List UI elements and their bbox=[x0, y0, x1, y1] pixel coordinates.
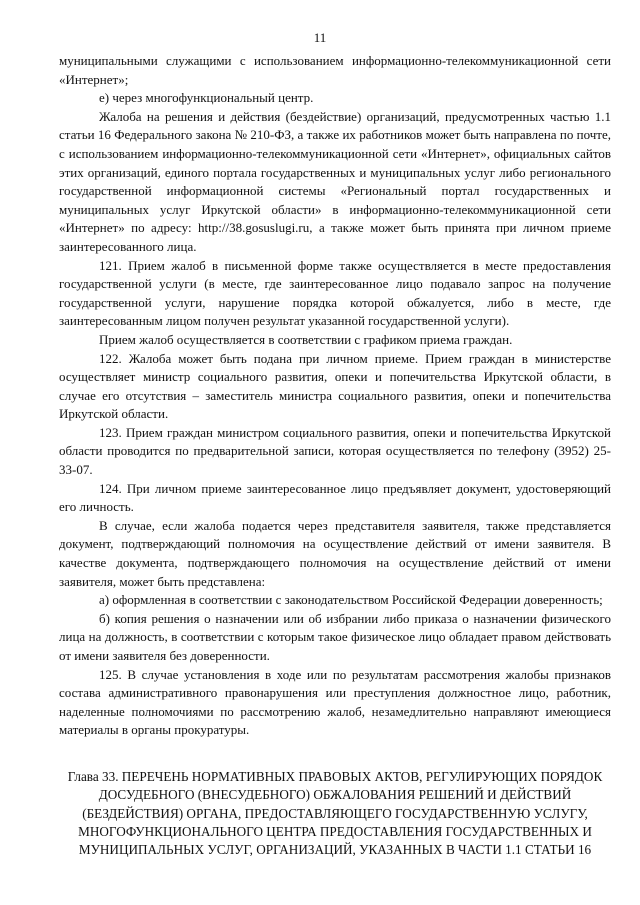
paragraph-reception-schedule: Прием жалоб осуществляется в соответствии с графиком приема граждан. bbox=[99, 331, 513, 347]
paragraph-121: 121. Прием жалоб в письменной форме также осуществляется в месте предоставления государственной услуги (в месте, где заинтересованное лицо подавало запрос на получение государственной услуги, нарушение порядка которой обжалуется, либо в месте, где заинтересованным лицом получен результат указанной государственной услуги). bbox=[59, 257, 611, 329]
paragraph-representative: В случае, если жалоба подается через представителя заявителя, также представляется документ, подтверждающий полномочия на осуществление действий от имени заявителя. В качестве документа, подтверждающего полномочия на осуществление действий от имени заявителя, может быть представлена: bbox=[59, 517, 611, 589]
chapter-heading: Глава 33. ПЕРЕЧЕНЬ НОРМАТИВНЫХ ПРАВОВЫХ АКТОВ, РЕГУЛИРУЮЩИХ ПОРЯДОК ДОСУДЕБНОГО (ВНЕСУДЕБНОГО) ОБЖАЛОВАНИЯ РЕШЕНИЙ И ДЕЙСТВИЙ (БЕЗДЕЙСТВИЯ) ОРГАНА, ПРЕДОСТАВЛЯЮЩЕГО ГОСУДАРСТВЕННУЮ УСЛУГУ, МНОГОФУНКЦИОНАЛЬНОГО ЦЕНТРА ПРЕДОСТАВЛЕНИЯ ГОСУДАРСТВЕННЫХ И МУНИЦИПАЛЬНЫХ УСЛУГ, ОРГАНИЗАЦИЙ, УКАЗАННЫХ В ЧАСТИ 1.1 СТАТЬИ 16 bbox=[67, 769, 603, 858]
paragraph-item-a: а) оформленная в соответствии с законодательством Российской Федерации доверенность; bbox=[99, 592, 603, 608]
paragraph-122: 122. Жалоба может быть подана при личном приеме. Прием граждан в министерстве осуществляет министр социального развития, опеки и попечительства Иркутской области, в случае его отсутствия – заместитель министра социального развития, опеки и попечительства Иркутской области. bbox=[59, 350, 611, 422]
paragraph-123: 123. Прием граждан министром социального развития, опеки и попечительства Иркутской области проводится по предварительной записи, которая осуществляется по телефону (3952) 25-33-07. bbox=[59, 424, 611, 478]
paragraph-item-e: е) через многофункциональный центр. bbox=[99, 90, 314, 106]
paragraph-item-b: б) копия решения о назначении или об избрании либо приказа о назначении физического лица на должность, в соответствии с которым такое физическое лицо обладает правом действовать от имени заявителя без доверенности. bbox=[59, 610, 611, 663]
paragraph-organizations-complaint: Жалоба на решения и действия (бездействие) организаций, предусмотренных частью 1.1 статьи 16 Федерального закона № 210-ФЗ, а также их работников может быть направлена по почте, с использованием информационно-телекоммуникационной сети «Интернет», официальных сайтов этих организаций, единого портала государственных и муниципальных услуг либо регионального государственной информационной системы «Региональный портал государственных и муниципальных услуг Иркутской области» в информационно-телекоммуникационной сети «Интернет» по адресу: http://38.gosuslugi.ru, а также может быть принята при личном приеме заинтересованного лица. bbox=[59, 108, 611, 254]
paragraph-continuation: муниципальными служащими с использованием информационно-телекоммуникационной сети «Интернет»; bbox=[59, 53, 611, 87]
page-number: 11 bbox=[313, 30, 327, 45]
paragraph-125: 125. В случае установления в ходе или по результатам рассмотрения жалобы признаков состава административного правонарушения или преступления должностное лицо, работник, наделенные полномочиями по рассмотрению жалоб, незамедлительно направляют имеющиеся материалы в органы прокуратуры. bbox=[59, 666, 611, 738]
document-body bbox=[59, 52, 611, 740]
paragraph-124: 124. При личном приеме заинтересованное лицо предъявляет документ, удостоверяющий его личность. bbox=[59, 480, 611, 515]
